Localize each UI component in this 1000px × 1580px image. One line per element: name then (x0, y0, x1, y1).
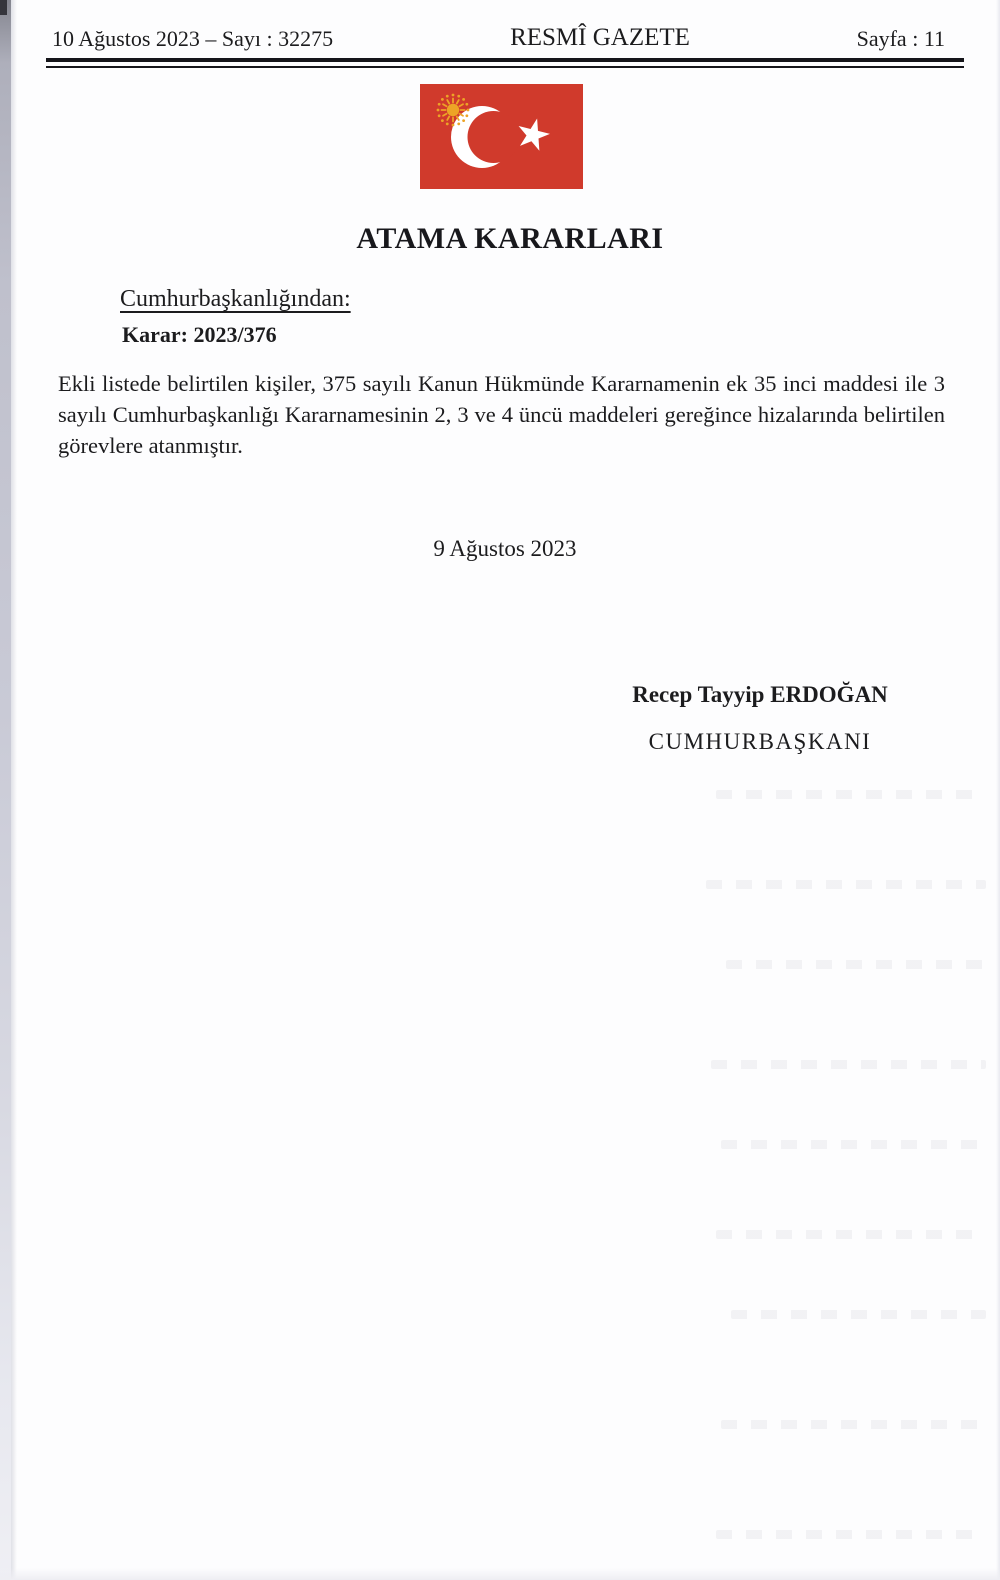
decision-body-text: Ekli listede belirtilen kişiler, 375 sayılı Kanun Hükmünde Kararnamenin ek 35 inci maddesi ile 3 sayılı Cumhurbaşkanlığı Kararnamesinin 2, 3 ve 4 üncü maddeleri gereğince hizalarında belirtilen görevlere atanmıştır. (58, 371, 945, 458)
bleed-through-artifact (716, 790, 986, 799)
turkish-presidential-flag (420, 84, 583, 189)
scan-left-edge-shadow (0, 0, 11, 1580)
header-page-info: Sayfa : 11 (856, 26, 945, 51)
flag-graphic (420, 84, 583, 189)
header-issue-info: 10 Ağustos 2023 – Sayı : 32275 (52, 26, 334, 51)
scan-corner-mark (0, 0, 7, 15)
scan-left-edge-fade (11, 0, 17, 1580)
scan-bottom-edge-shadow (0, 1568, 1000, 1580)
signature-block (620, 682, 900, 755)
decision-date: 9 Ağustos 2023 (433, 536, 577, 561)
signature-name: Recep Tayyip ERDOĞAN (632, 682, 888, 707)
bleed-through-artifact (711, 1060, 986, 1069)
bleed-through-artifact (726, 960, 986, 969)
bleed-through-artifact (731, 1310, 986, 1319)
presidential-sun-emblem-icon (437, 94, 470, 127)
section-title: ATAMA KARARLARI (356, 222, 664, 255)
signature-title: CUMHURBAŞKANI (648, 729, 872, 754)
issuer-line: Cumhurbaşkanlığından: (120, 286, 351, 312)
bleed-through-artifact (721, 1140, 986, 1149)
decision-number: Karar: 2023/376 (122, 322, 277, 347)
bleed-through-artifact (716, 1230, 986, 1239)
bleed-through-artifact (706, 880, 986, 889)
bleed-through-artifact (721, 1420, 986, 1429)
header-double-rule (46, 58, 964, 68)
header-masthead: RESMÎ GAZETE (510, 24, 690, 51)
bleed-through-artifact (716, 1530, 986, 1539)
